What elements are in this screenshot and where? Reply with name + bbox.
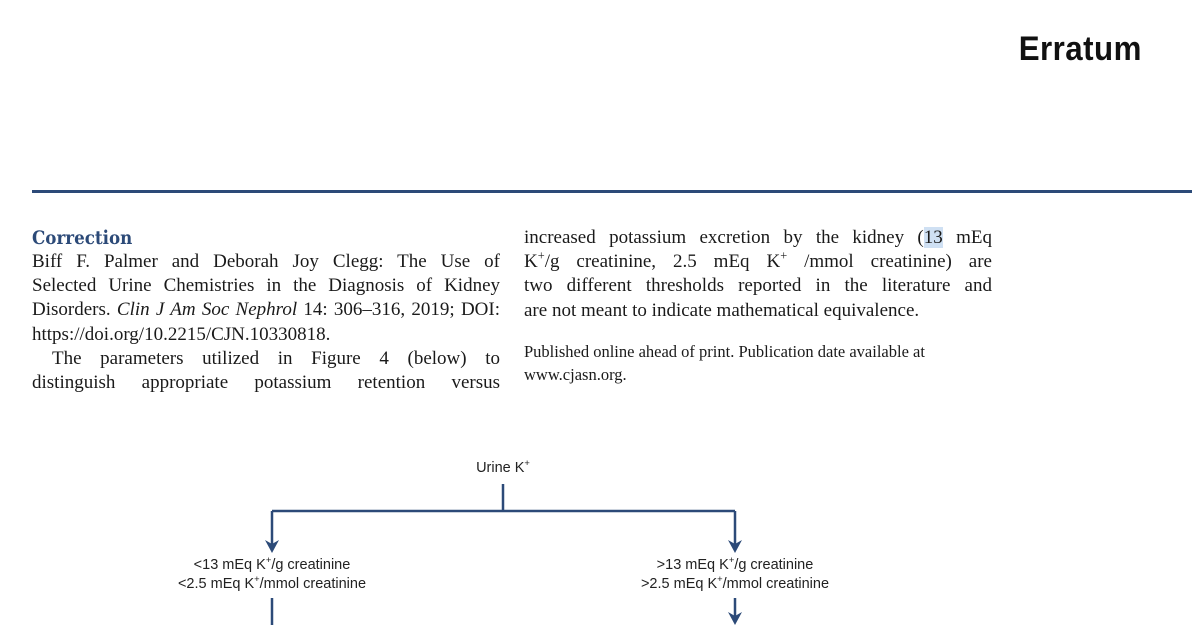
- flow-left-branch-label: [142, 556, 402, 594]
- journal-name: Clin J Am Soc Nephrol: [116, 299, 298, 321]
- right-arrowhead: [728, 540, 742, 553]
- flowchart-connectors: [272, 484, 735, 625]
- right-branch-line-2: >2.5 mEq K+/mmol creatinine: [640, 573, 830, 592]
- pub-note-line-1: Published online ahead of print. Publication date available at: [524, 341, 925, 361]
- right-column: [524, 226, 992, 386]
- citation-line-3: Disorders. Clin J Am Soc Nephrol 14: 306–316, 2019; DOI:: [32, 299, 501, 321]
- right-line-2: K+/g creatinine, 2.5 mEq K+ /mmol creatinine) are: [524, 248, 992, 273]
- left-column: [32, 226, 500, 395]
- lower-right-arrowhead: [728, 612, 742, 625]
- flow-root-label: Urine K+: [476, 457, 530, 476]
- left-branch-line-1: <13 mEq K+/g creatinine: [193, 554, 351, 573]
- body-line-2: distinguish appropriate potassium retention versus: [32, 372, 500, 394]
- citation-doi[interactable]: https://doi.org/10.2215/CJN.10330818.: [32, 323, 331, 345]
- correction-heading: Correction: [32, 227, 133, 249]
- right-line-1: increased potassium excretion by the kidney (13 mEq: [524, 227, 992, 248]
- right-line-3: two different thresholds reported in the literature and: [524, 275, 992, 297]
- flow-right-branch-label: [605, 556, 865, 594]
- publication-note: [524, 340, 992, 386]
- right-branch-line-1: >13 mEq K+/g creatinine: [656, 554, 814, 573]
- right-line-4: are not meant to indicate mathematical equivalence.: [524, 299, 920, 321]
- left-branch-line-2: <2.5 mEq K+/mmol creatinine: [177, 573, 367, 592]
- citation-line-1: Biff F. Palmer and Deborah Joy Clegg: The Use of: [32, 251, 500, 272]
- header-divider: [32, 190, 1192, 193]
- left-arrowhead: [265, 540, 279, 553]
- body-line-1: The parameters utilized in Figure 4 (below) to: [52, 347, 500, 369]
- pub-note-line-2: www.cjasn.org.: [524, 364, 627, 384]
- erratum-title: Erratum: [1018, 30, 1142, 68]
- citation-line-2: Selected Urine Chemistries in the Diagnosis of Kidney: [32, 275, 500, 297]
- highlighted-value: 13: [923, 227, 943, 248]
